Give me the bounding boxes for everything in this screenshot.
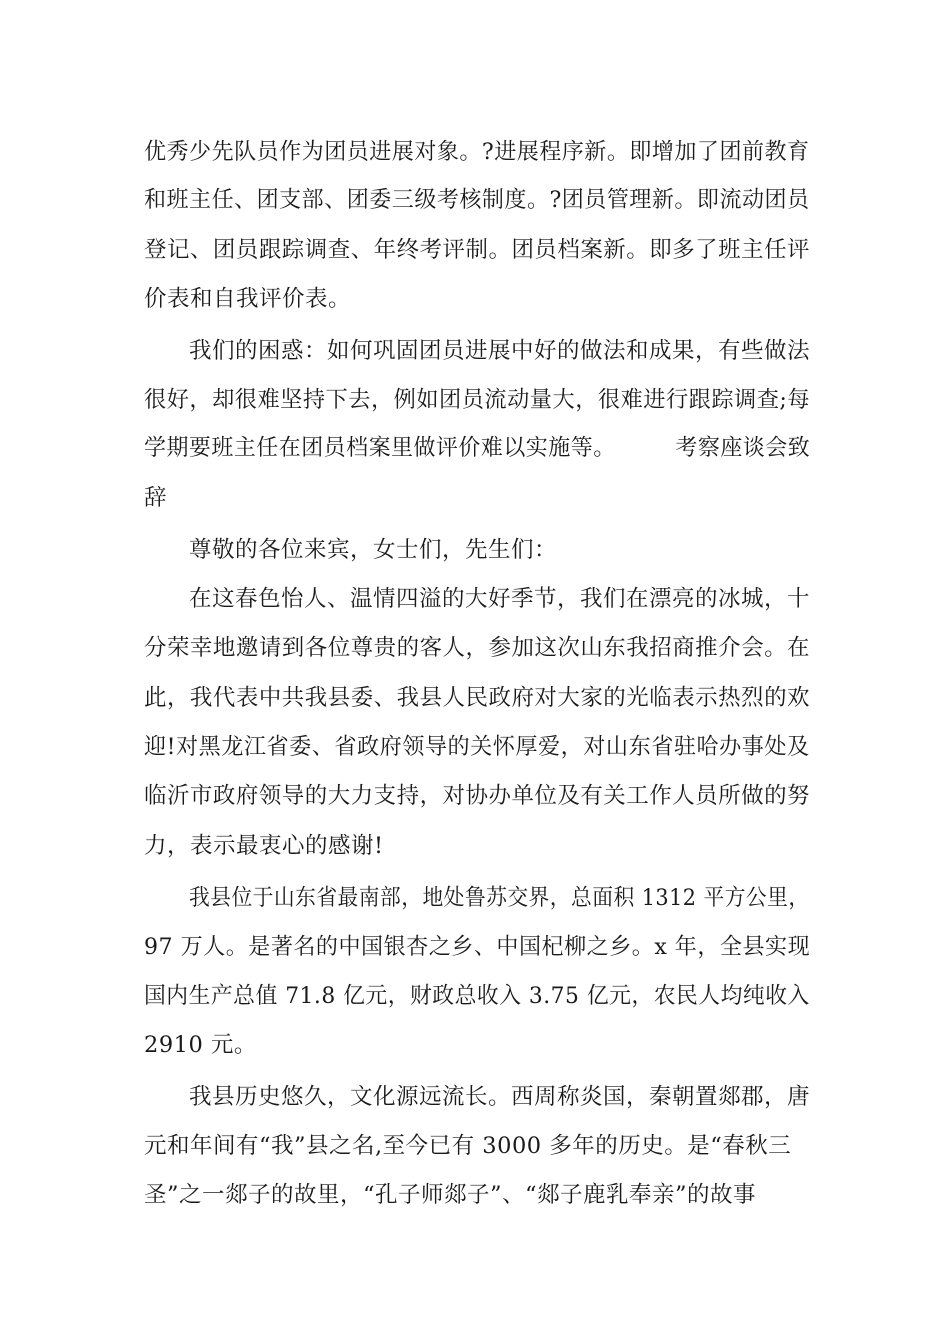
text-line: 我县位于山东省最南部，地处鲁苏交界，总面积 1312 平方公里， (189, 885, 810, 911)
text-line: 很好，却很难坚持下去，例如团员流动量大，很难进行跟踪调查;每 (144, 387, 811, 413)
text-line: 元和年间有“我”县之名,至今已有 3000 多年的历史。是“春秋三 (144, 1133, 792, 1159)
text-line: 学期要班主任在团员档案里做评价难以实施等。 考察座谈会致 (144, 435, 811, 461)
text-line: 力，表示最衷心的感谢! (144, 833, 384, 859)
text-line: 辞 (144, 485, 168, 511)
text-line: 登记、团员跟踪调查、年终考评制。团员档案新。即多了班主任评 (144, 237, 811, 263)
text-line: 我县历史悠久，文化源远流长。西周称炎国，秦朝置郯郡，唐 (189, 1084, 811, 1110)
text-line: 2910 元。 (144, 1032, 257, 1058)
text-line: 价表和自我评价表。 (144, 286, 352, 312)
text-line: 97 万人。是著名的中国银杏之乡、中国杞柳之乡。x 年，全县实现 (144, 934, 811, 960)
text-line: 国内生产总值 71.8 亿元，财政总收入 3.75 亿元，农民人均纯收入 (144, 983, 810, 1009)
text-line: 在这春色怡人、温情四溢的大好季节，我们在漂亮的冰城，十 (189, 586, 811, 612)
text-line: 我们的困惑：如何巩固团员进展中好的做法和成果，有些做法 (189, 338, 811, 364)
text-line: 优秀少先队员作为团员进展对象。?进展程序新。即增加了团前教育 (144, 139, 810, 165)
text-line: 尊敬的各位来宾，女士们，先生们： (189, 537, 558, 563)
text-line: 分荣幸地邀请到各位尊贵的客人，参加这次山东我招商推介会。在 (144, 635, 811, 661)
text-line: 和班主任、团支部、团委三级考核制度。?团员管理新。即流动团员 (144, 187, 810, 213)
text-line: 圣”之一郯子的故里，“孔子师郯子”、“郯子鹿乳奉亲”的故事 (144, 1182, 757, 1208)
text-line: 此，我代表中共我县委、我县人民政府对大家的光临表示热烈的欢 (144, 685, 811, 711)
text-line: 迎!对黑龙江省委、省政府领导的关怀厚爱，对山东省驻哈办事处及 (144, 734, 810, 760)
text-line: 临沂市政府领导的大力支持，对协办单位及有关工作人员所做的努 (144, 783, 811, 809)
